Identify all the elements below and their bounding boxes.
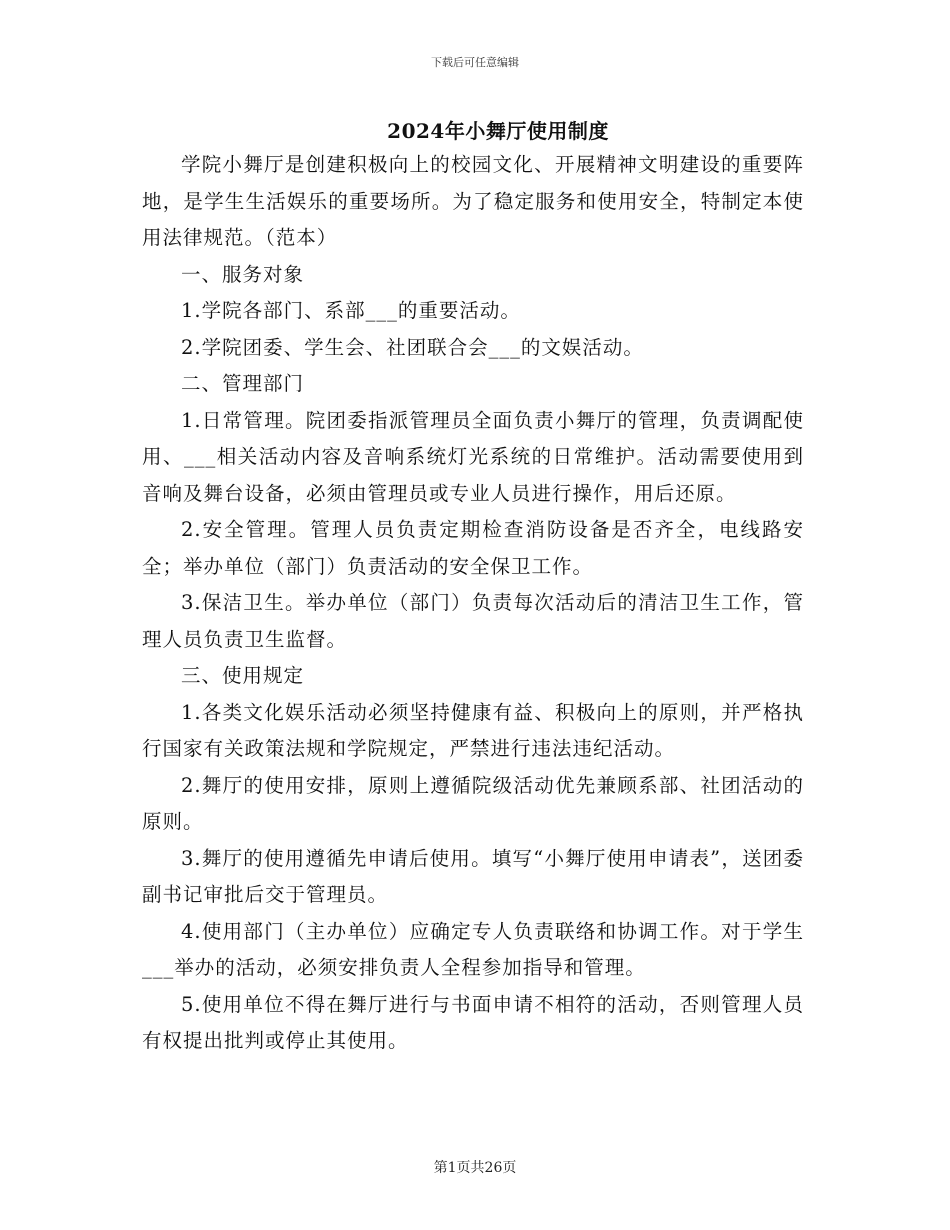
- paragraph-intro: 学院小舞厅是创建积极向上的校园文化、开展精神文明建设的重要阵地，是学生生活娱乐的重要场所。为了稳定服务和使用安全，特制定本使用法律规范。（范本）: [142, 153, 804, 249]
- page-header-note: 下载后可任意编辑: [431, 56, 519, 69]
- paragraph-item: 2.学院团委、学生会、社团联合会___的文娱活动。: [181, 335, 644, 359]
- paragraph-item: 3.舞厅的使用遵循先申请后使用。填写“小舞厅使用申请表”，送团委副书记审批后交于管理员。: [142, 846, 804, 906]
- paragraph-item: 1.各类文化娱乐活动必须坚持健康有益、积极向上的原则，并严格执行国家有关政策法规和学院规定，严禁进行违法违纪活动。: [142, 700, 804, 760]
- paragraph-item: 2.舞厅的使用安排，原则上遵循院级活动优先兼顾系部、社团活动的原则。: [142, 773, 804, 833]
- paragraph-item: 5.使用单位不得在舞厅进行与书面申请不相符的活动，否则管理人员有权提出批判或停止其使用。: [142, 992, 804, 1052]
- paragraph-item: 1.日常管理。院团委指派管理员全面负责小舞厅的管理，负责调配使用、___相关活动内容及音响系统灯光系统的日常维护。活动需要使用到音响及舞台设备，必须由管理员或专业人员进行操作，用后还原。: [142, 408, 804, 505]
- section-heading-management: 二、管理部门: [181, 372, 305, 395]
- page-number-footer: 第1页共26页: [433, 1160, 517, 1176]
- document-body: [142, 147, 804, 1060]
- paragraph-item: 4.使用部门（主办单位）应确定专人负责联络和协调工作。对于学生___举办的活动，必须安排负责人全程参加指导和管理。: [142, 919, 804, 979]
- paragraph-item: 2.安全管理。管理人员负责定期检查消防设备是否齐全，电线路安全；举办单位（部门）负责活动的安全保卫工作。: [142, 518, 804, 578]
- document-title: 2024年小舞厅使用制度: [387, 119, 609, 143]
- paragraph-item: 1.学院各部门、系部___的重要活动。: [181, 299, 521, 322]
- section-heading-service-target: 一、服务对象: [181, 262, 305, 286]
- paragraph-item: 3.保洁卫生。举办单位（部门）负责每次活动后的清洁卫生工作，管理人员负责卫生监督。: [142, 591, 804, 651]
- section-heading-usage-rules: 三、使用规定: [181, 664, 305, 687]
